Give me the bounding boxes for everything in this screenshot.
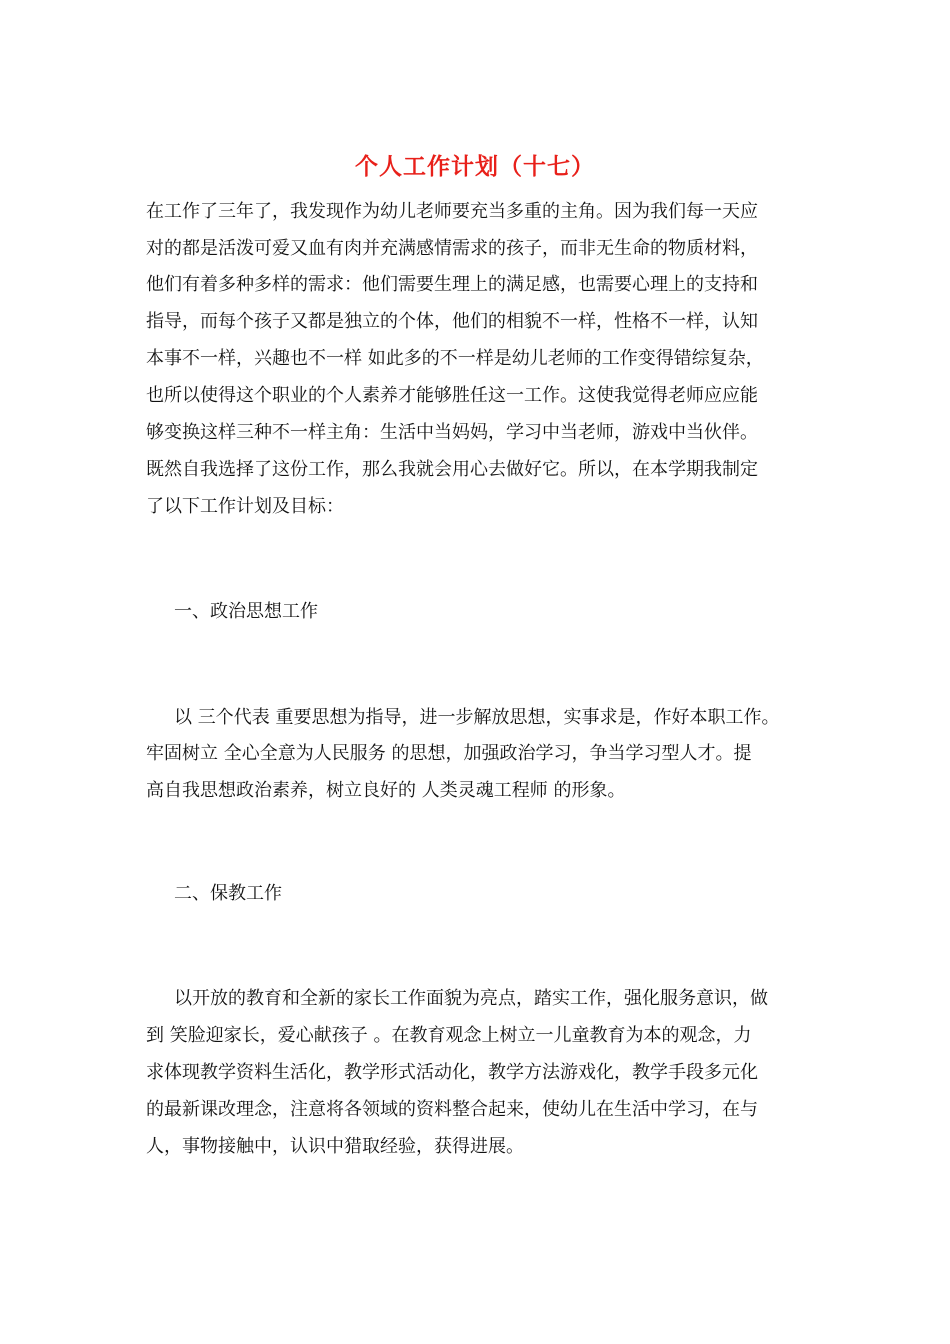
section2-line-3: 求体现教学资料生活化，教学形式活动化，教学方法游戏化，教学手段多元化 (146, 1062, 758, 1083)
section2-heading: 二、保教工作 (174, 883, 282, 904)
intro-line-6: 也所以使得这个职业的个人素养才能够胜任这一工作。这使我觉得老师应应能 (146, 385, 758, 406)
intro-line-5: 本事不一样，兴趣也不一样 如此多的不一样是幼儿老师的工作变得错综复杂， (146, 348, 764, 369)
intro-line-4: 指导，而每个孩子又都是独立的个体，他们的相貌不一样，性格不一样，认知 (146, 311, 758, 332)
section1-line-2: 牢固树立 全心全意为人民服务 的思想，加强政治学习，争当学习型人才。提 (146, 743, 752, 764)
section2-line-5: 人，事物接触中，认识中猎取经验，获得进展。 (146, 1136, 524, 1157)
section1-line-1: 以 三个代表 重要思想为指导，进一步解放思想，实事求是，作好本职工作。 (174, 707, 780, 728)
intro-line-3: 他们有着多种多样的需求：他们需要生理上的满足感，也需要心理上的支持和 (146, 274, 758, 295)
intro-line-2: 对的都是活泼可爱又血有肉并充满感情需求的孩子，而非无生命的物质材料， (146, 238, 758, 259)
section2-line-4: 的最新课改理念，注意将各领域的资料整合起来，使幼儿在生活中学习，在与 (146, 1099, 758, 1120)
intro-line-8: 既然自我选择了这份工作，那么我就会用心去做好它。所以，在本学期我制定 (146, 459, 758, 480)
intro-line-7: 够变换这样三种不一样主角：生活中当妈妈，学习中当老师，游戏中当伙伴。 (146, 422, 758, 443)
section1-line-3: 高自我思想政治素养，树立良好的 人类灵魂工程师 的形象。 (146, 780, 626, 801)
section2-line-1: 以开放的教育和全新的家长工作面貌为亮点，踏实工作，强化服务意识，做 (174, 988, 768, 1009)
section2-line-2: 到 笑脸迎家长，爱心献孩子 。在教育观念上树立一儿童教育为本的观念，力 (146, 1025, 752, 1046)
intro-line-1: 在工作了三年了，我发现作为幼儿老师要充当多重的主角。因为我们每一天应 (146, 201, 758, 222)
document-title: 个人工作计划（十七） (355, 153, 595, 180)
section1-heading: 一、政治思想工作 (174, 601, 318, 622)
intro-line-9: 了以下工作计划及目标： (146, 496, 344, 517)
